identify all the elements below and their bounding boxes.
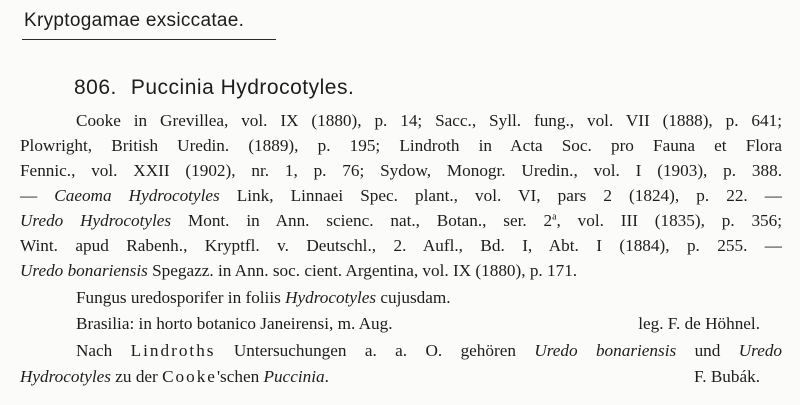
collector: leg. F. de Höhnel. [638,314,760,333]
note-text: Nach [76,341,131,360]
host-genus: Hydrocotyles [285,288,377,307]
header-rule [22,39,276,40]
author-lindroth: Lindroths [130,341,216,360]
note-text: . [324,367,329,386]
genus-puccinia: Puccinia [263,367,325,386]
citation-text: Link, Linnaei Spec. plant., vol. VI, pars 2 (1824), p. 22. — [219,186,782,205]
synonym-uredo-bonariensis: Uredo bonariensis [20,261,148,280]
description-line [76,289,451,306]
note-text: und [676,341,739,360]
entry-title [74,76,354,100]
synonymy-line-6: Wint. apud Rabenh., Kryptfl. v. Deutschl., 2. Aufl., Bd. I, Abt. I (1884), p. 255. — [20,236,782,255]
description-text: Fungus uredosporifer in foliis [76,288,286,307]
description-text: cujusdam. [376,288,451,307]
locality-text: in horto botanico Janeirensi, m. Aug. [134,314,393,333]
entry-number: 806. [74,76,117,99]
species-hydrocotyles: Hydrocotyles [20,367,111,386]
synonym-caeoma: Caeoma Hydrocotyles [54,186,220,205]
contributor: F. Bubák. [694,367,760,386]
note-text: 'schen [216,367,264,386]
note-text: Untersuchungen a. a. O. gehören [215,341,535,360]
locality-country: Brasilia: [76,314,135,333]
synonym-uredo-hydrocotyles: Uredo Hydrocotyles [20,211,172,230]
synonymy-line-2: Plowright, British Uredin. (1889), p. 195; Lindroth in Acta Soc. pro Fauna et Flora [20,136,782,155]
species-uredo-bonariensis: Uredo bonariensis [534,341,677,360]
synonymy-line-3: Fennic., vol. XXII (1902), nr. 1, p. 76; Sydow, Monogr. Uredin., vol. I (1903), p. 388. [20,161,782,180]
citation-text: Spegazz. in Ann. soc. cient. Argentina, vol. IX (1880), p. 171. [147,261,578,280]
citation-text: Mont. in Ann. scienc. nat., Botan., ser. 2 [171,211,553,230]
author-cooke: Cooke [162,367,217,386]
note-line-1 [76,342,782,359]
species-name: Puccinia Hydrocotyles. [130,76,355,99]
synonymy-line-4 [20,187,782,204]
synonymy-line-7 [20,262,577,279]
dash: — [20,186,55,205]
note-line-2 [20,368,329,385]
citation-text: , vol. III (1835), p. 356; [556,211,782,230]
genus-uredo: Uredo [738,341,783,360]
page-header: Kryptogamae exsiccatae. [24,10,245,31]
locality-line [76,315,393,332]
synonymy-line-1: Cooke in Grevillea, vol. IX (1880), p. 14; Sacc., Syll. fung., vol. VII (1888), p. 641; [76,111,782,130]
superscript: a [552,211,557,223]
note-text: zu der [111,367,163,386]
synonymy-line-5 [20,212,782,229]
